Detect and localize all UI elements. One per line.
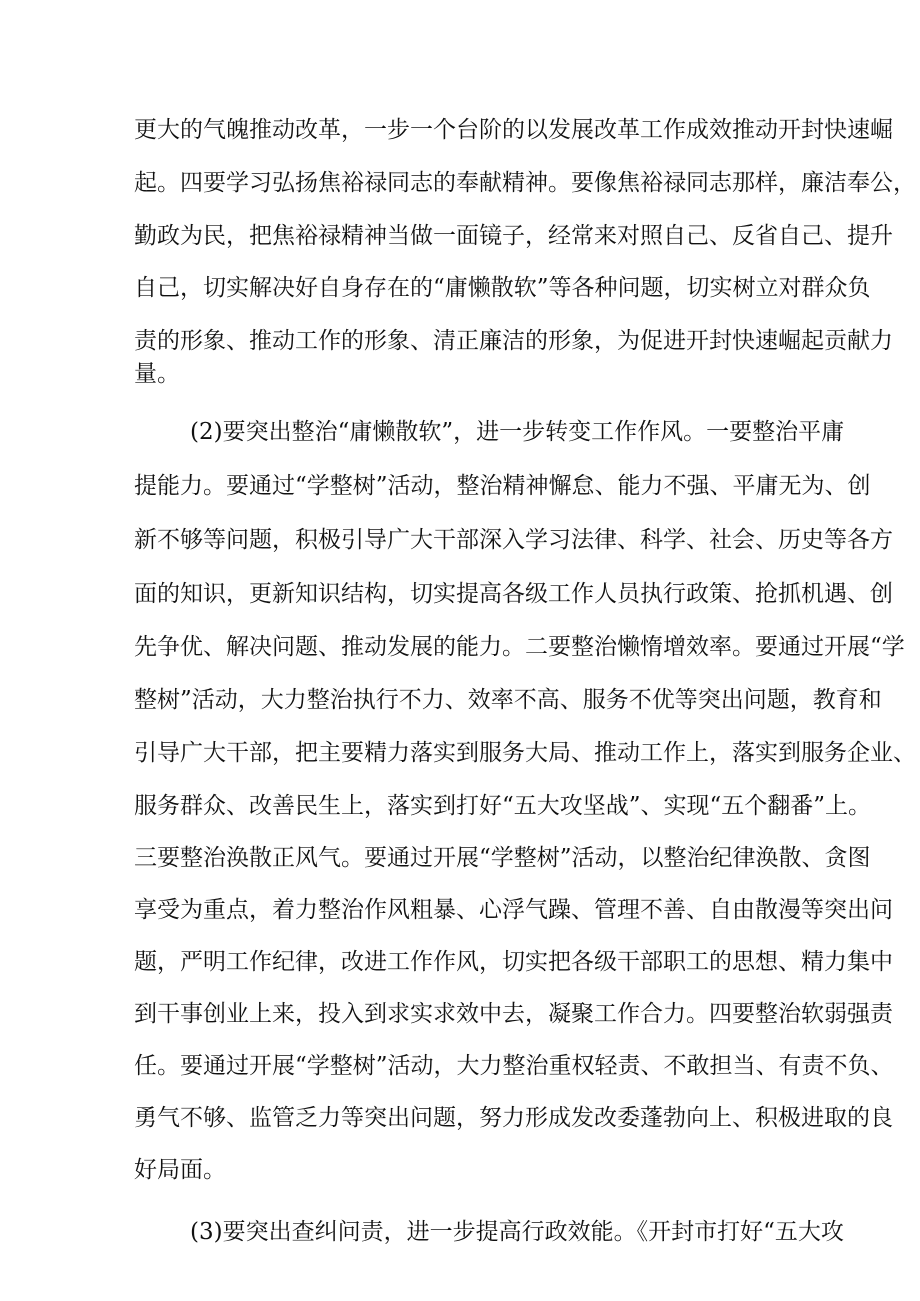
paragraph-2-line-5: 先争优、解决问题、推动发展的能力。二要整治懒惰增效率。要通过开展“学: [134, 634, 905, 660]
paragraph-2-line-12: 到干事创业上来，投入到求实求效中去，凝聚工作合力。四要整治软弱强责: [134, 1001, 893, 1027]
paragraph-1-line-6: 量。: [134, 361, 180, 387]
paragraph-2-line-2: 提能力。要通过“学整树”活动，整治精神懈怠、能力不强、平庸无为、创: [134, 473, 871, 499]
paragraph-2-line-3: 新不够等问题，积极引导广大干部深入学习法律、科学、社会、历史等各方: [134, 527, 893, 553]
paragraph-2-line-13: 任。要通过开展“学整树”活动，大力整治重权轻责、不敢担当、有责不负、: [134, 1053, 894, 1079]
paragraph-1-line-1: 更大的气魄推动改革，一步一个台阶的以发展改革工作成效推动开封快速崛: [134, 117, 893, 143]
paragraph-3-line-1: (3)要突出查纠问责，进一步提高行政效能。《开封市打好“五大攻: [190, 1219, 844, 1245]
paragraph-2-line-1: (2)要突出整治“庸懒散软”，进一步转变工作作风。一要整治平庸: [190, 419, 845, 445]
paragraph-2-line-11: 题，严明工作纪律，改进工作作风，切实把各级干部职工的思想、精力集中: [134, 949, 893, 975]
paragraph-1-line-3: 勤政为民，把焦裕禄精神当做一面镜子，经常来对照自己、反省自己、提升: [134, 223, 893, 249]
paragraph-2-line-10: 享受为重点，着力整治作风粗暴、心浮气躁、管理不善、自由散漫等突出问: [134, 897, 893, 923]
paragraph-2-line-4: 面的知识，更新知识结构，切实提高各级工作人员执行政策、抢抓机遇、创: [134, 581, 893, 607]
paragraph-2-line-6: 整树”活动，大力整治执行不力、效率不高、服务不优等突出问题，教育和: [134, 687, 882, 713]
paragraph-2-line-15: 好局面。: [134, 1157, 226, 1183]
paragraph-2-line-14: 勇气不够、监管乏力等突出问题，努力形成发改委蓬勃向上、积极进取的良: [134, 1105, 893, 1131]
paragraph-1-line-5: 责的形象、推动工作的形象、清正廉洁的形象，为促进开封快速崛起贡献力: [134, 328, 893, 354]
paragraph-2-line-7: 引导广大干部，把主要精力落实到服务大局、推动工作上，落实到服务企业、: [134, 740, 916, 766]
paragraph-1-line-4: 自己，切实解决好自身存在的“庸懒散软”等各种问题，切实树立对群众负: [134, 275, 871, 301]
paragraph-2-line-8: 服务群众、改善民生上，落实到打好“五大攻坚战”、实现“五个翻番”上。: [134, 793, 872, 819]
paragraph-2-line-9: 三要整治涣散正风气。要通过开展“学整树”活动，以整治纪律涣散、贪图: [134, 845, 871, 871]
paragraph-1-line-2: 起。四要学习弘扬焦裕禄同志的奉献精神。要像焦裕禄同志那样，廉洁奉公，: [134, 170, 916, 196]
